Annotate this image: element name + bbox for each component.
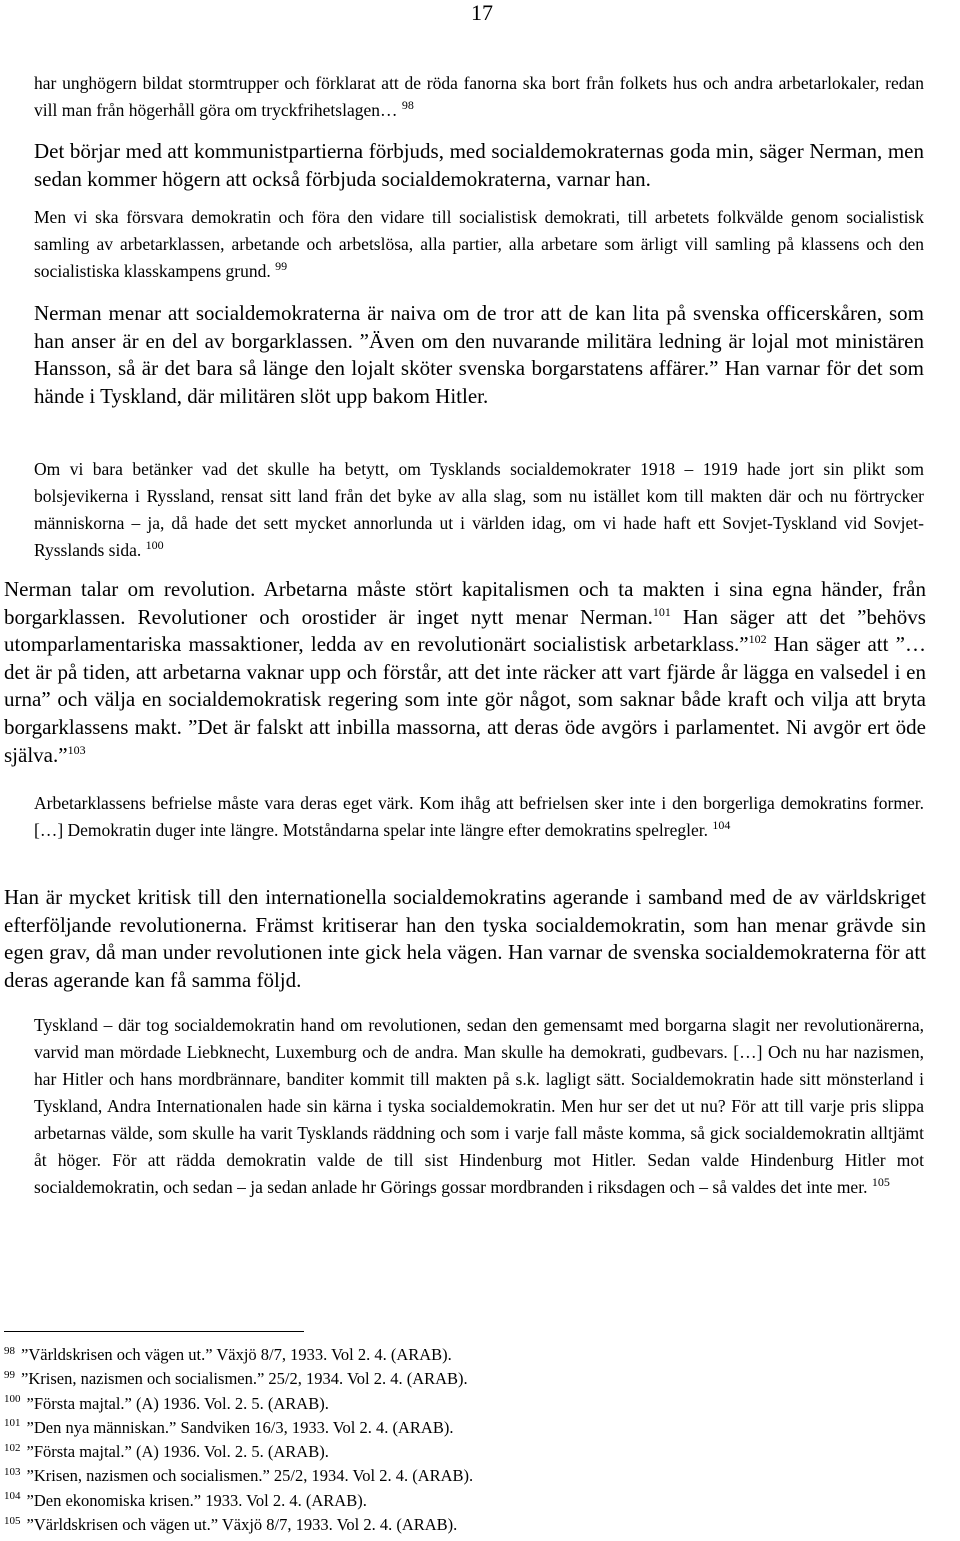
footnote-number: 105 <box>4 1514 21 1527</box>
body-paragraph-1 <box>34 300 924 410</box>
footnote-item <box>4 1367 804 1391</box>
footnote-ref: 99 <box>275 259 288 274</box>
footnote-ref: 102 <box>748 632 767 647</box>
paragraph-text: Nerman talar om revolution. Arbetarna måste stört kapitalismen och ta makten i sina egna händer, från borgarklassen. Revolutioner och orostider är inget nytt menar Nerman. <box>4 577 926 629</box>
quote-block-2 <box>34 204 924 285</box>
page-number: 17 <box>471 0 493 25</box>
footnote-text: ”Krisen, nazismen och socialismen.” 25/2, 1934. Vol 2. 4. (ARAB). <box>26 1466 474 1486</box>
footnote-ref: 98 <box>401 98 414 113</box>
footnote-text: ”Den nya människan.” Sandviken 16/3, 1933. Vol 2. 4. (ARAB). <box>26 1417 454 1437</box>
quote-text: Om vi bara betänker vad det skulle ha betytt, om Tysklands socialdemokrater 1918 – 1919 hade jort sin plikt som bolsjevikerna i Ryssland, rensat sitt land från det byke av alla slag, som nu istället kom till makten där och nu förtrycker människorna – ja, då hade det sett mycket annorlunda ut i världen idag, om vi hade haft ett Sovjet-Tyskland vid Sovjet-Rysslands sida. <box>34 459 924 560</box>
quote-text: Det börjar med att kommunistpartierna förbjuds, med socialdemokraternas goda min, säger Nerman, men sedan kommer högern att också förbjuda socialdemokraterna, varnar han. <box>34 139 924 191</box>
footnote-item <box>4 1440 804 1464</box>
footnote-item <box>4 1513 804 1537</box>
paragraph-text: Han säger att ”…det är på tiden, att arbetarna vaknar upp och förstår, att det inte räcker att vart fjärde år lägga en valsedel i en urna” och välja en socialdemokratisk regering som inte gör något, som saknar både kraft och vilja att bryta borgarklassens makt. ”Det är falskt att inbilla massorna, att deras öde avgörs i parlamentet. Ni avgör ert öde själva.” <box>4 632 926 767</box>
quote-block-4 <box>34 790 924 844</box>
footnotes-list <box>4 1343 804 1537</box>
footnote-ref: 104 <box>712 818 731 833</box>
footnote-text: ”Den ekonomiska krisen.” 1933. Vol 2. 4. (ARAB). <box>26 1490 367 1510</box>
footnote-item <box>4 1416 804 1440</box>
footnote-separator <box>4 1331 304 1332</box>
footnote-item <box>4 1343 804 1367</box>
footnote-text: ”Världskrisen och vägen ut.” Växjö 8/7, 1933. Vol 2. 4. (ARAB). <box>26 1515 458 1535</box>
paragraph-text: Han säger att det ”behövs utomparlamentariska massaktioner, ledda av en revolutionärt socialistisk arbetarklass.” <box>4 604 926 657</box>
footnote-item <box>4 1489 804 1513</box>
body-paragraph-2 <box>4 576 926 769</box>
footnote-item <box>4 1392 804 1416</box>
quote-text: Tyskland – där tog socialdemokratin hand om revolutionen, sedan den gemensamt med borgarna slagit ner revolutionärerna, varvid man mördade Liebknecht, Luxemburg och de andra. Man skulle ha demokrati, gudbevars. […] Och nu har nazismen, har Hitler och hans mordbrännare, banditer kommit till makten på s.k. lagligt sätt. Socialdemokratin hade sitt mönsterland i Tyskland, Andra Internationalen hade sin kärna i tyska socialdemokratin. Men hur ser det ut nu? För att till varje pris slippa arbetarnas välde, som skulle ha varit Tysklands räddning och som i varje fall måste komma, så gick socialdemokratin alltjämt åt höger. För att rädda demokratin valde de till sist Hindenburg mot Hitler. Sedan valde Hindenburg Hitler mot socialdemokratin, och sedan – ja sedan anlade hr Görings gossar mordbranden i riksdagen och – så valdes det inte mer. <box>34 1015 924 1197</box>
footnote-number: 99 <box>4 1368 15 1381</box>
body-paragraph-3 <box>4 884 926 994</box>
footnote-text: ”Första majtal.” (A) 1936. Vol. 2. 5. (ARAB). <box>26 1442 329 1462</box>
quote-block-3 <box>34 456 924 564</box>
footnote-number: 98 <box>4 1344 15 1357</box>
footnote-number: 103 <box>4 1465 21 1478</box>
footnote-text: ”Världskrisen och vägen ut.” Växjö 8/7, 1933. Vol 2. 4. (ARAB). <box>21 1345 452 1364</box>
footnote-ref: 105 <box>871 1175 890 1190</box>
footnote-text: ”Krisen, nazismen och socialismen.” 25/2, 1934. Vol 2. 4. (ARAB). <box>21 1369 468 1389</box>
footnote-text: ”Första majtal.” (A) 1936. Vol. 2. 5. (ARAB). <box>26 1393 329 1413</box>
footnote-number: 101 <box>4 1417 21 1430</box>
quote-text: har unghögern bildat stormtrupper och förklarat att de röda fanorna ska bort från folkets hus och andra arbetarlokaler, redan vill man från högerhåll göra om tryckfrihetslagen… <box>34 73 924 120</box>
quote-text: Men vi ska försvara demokratin och föra den vidare till socialistisk demokrati, till arbetets folkvälde genom socialistisk samling av arbetarklassen, arbetande och arbetslösa, alla partier, alla arbetare som ärligt vill samling på klassens och den socialistiska klasskampens grund. <box>34 207 924 281</box>
footnote-number: 102 <box>4 1441 21 1454</box>
paragraph-text: Han är mycket kritisk till den internationella socialdemokratins agerande i samband med de av världskriget efterföljande revolutionerna. Främst kritiserar han den tyska socialdemokratin, som han menar grävde sin egen grav, då man under revolutionen inte gick hela vägen. Han varnar de svenska socialdemokraterna för att deras agerande kan få samma följd. <box>4 885 926 992</box>
footnote-ref: 101 <box>652 604 671 619</box>
footnote-ref: 100 <box>145 538 164 553</box>
footnote-ref: 103 <box>67 742 86 757</box>
quote-text: Arbetarklassens befrielse måste vara deras eget värk. Kom ihåg att befrielsen sker inte i den borgerliga demokratins former. […] Demokratin duger inte längre. Motståndarna spelar inte längre efter demokratins spelregler. <box>34 793 924 840</box>
quote-block-1 <box>34 70 924 124</box>
footnote-number: 100 <box>4 1393 21 1406</box>
footnote-item <box>4 1464 804 1488</box>
quote-block-1-continued <box>34 138 924 193</box>
footnote-number: 104 <box>4 1490 21 1503</box>
paragraph-text: Nerman menar att socialdemokraterna är naiva om de tror att de kan lita på svenska officerskåren, som han anser är en del av borgarklassen. ”Även om den nuvarande militära ledning är lojal mot ministären Hansson, så är det bara så länge den lojalt sköter svenska borgarstatens affärer.” Han varnar för det som hände i Tyskland, där militären slöt upp bakom Hitler. <box>34 301 924 408</box>
quote-block-5 <box>34 1012 924 1201</box>
